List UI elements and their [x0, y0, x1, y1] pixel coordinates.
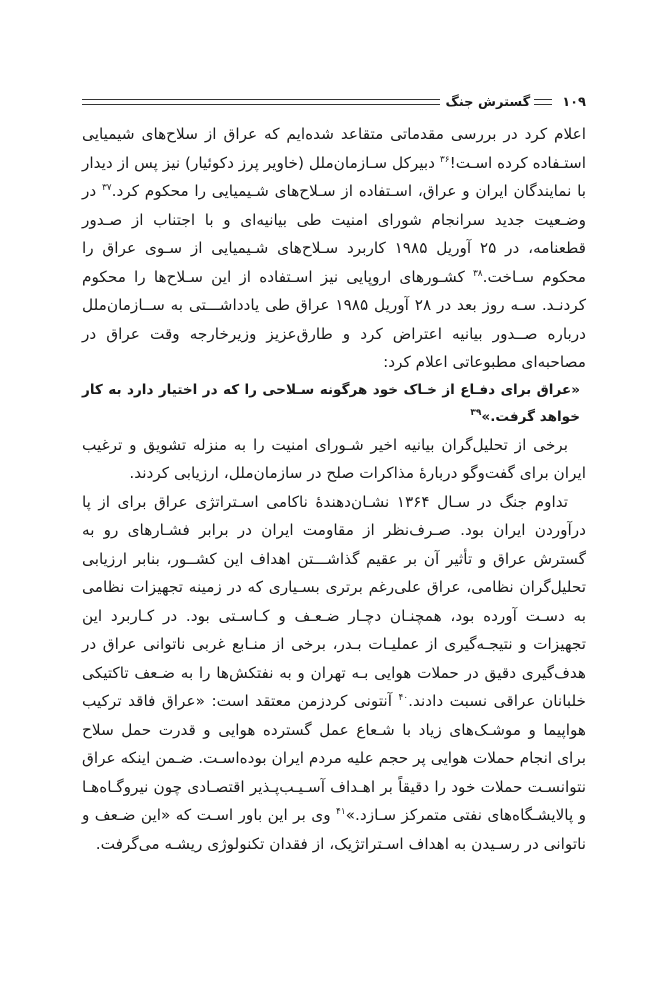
header-rule [82, 99, 440, 105]
footnote-ref-40: ۴۰ [398, 693, 409, 703]
paragraph-1-text-d: کشـورهای اروپایی نیز اسـتفاده از این سـلاح‌ها را محکوم کردنـد. سـه روز بعد در ۲۸ آوریل ۱۹۸۵ عراق طی یادداشـــتی به ســازمان‌ملل درباره صــدور بیانیه اعتراض کرد و طارق‌عزیز وزیرخارجه وقت عراق در مصاحبه‌ای مطبوعاتی اعلام کرد: [82, 267, 586, 371]
header-separator [534, 99, 552, 105]
paragraph-3-text-b: آنتونی کردزمن معتقد است: «عراق فاقد ترکیب هواپیما و موشـک‌های زیاد با شـعاع عمل گسترده هوایی و قدرت حمل سلاح برای انجام حملات هوایی پر حجم علیه مردم ایران بوده‌اسـت. ضـمن اینکه عراق نتوانسـت حملات خود را دقیقاً بر اهـداف آسـیـب‌پـذیر اقتصـادی چون نیروگـاه‌هـا و پالایشـگاه‌های نفتی متمرکز سـازد.» [82, 692, 586, 824]
footnote-ref-36: ۳۶ [439, 154, 450, 165]
paragraph-2 [82, 431, 586, 488]
paragraph-2-text: برخی از تحلیل‌گران بیانیه اخیر شـورای امنیت را به منزله تشویق و ترغیب ایران برای گفت‌وگو دربارهٔ مذاکرات صلح در سازمان‌ملل، ارزیابی کردند. [82, 435, 586, 482]
footnote-ref-37: ۳۷ [101, 183, 112, 193]
paragraph-3-text-c: وی بر این باور اسـت که «این ضـعف و ناتوانی در رسـیدن به اهداف اسـتراتژیک، از فقدان تکنولوژی ریشـه می‌گرفت. [82, 806, 586, 853]
paragraph-1-text-c: در وضـعیت جدید سرانجام شورای امنیت طی بیانیه‌ای و با اجتناب از صـدور قطعنامه، در ۲۵ آوریل ۱۹۸۵ کاربرد سـلاح‌های شـیمیایی از سـوی عراق را محکوم سـاخت. [82, 182, 586, 286]
paragraph-3-text-a: تداوم جنگ در سـال ۱۳۶۴ نشـان‌دهندهٔ ناکامی اسـتراتژی عراق برای از پا درآوردن ایران بود. صـرف‌نظر از مقاومت ایران در برابر فشـارهای رو به گسترش عراق و تأثیر آن بر عقیم گذاشـــتن اهداف این کشــور، بنابر ارزیابی تحلیل‌گران نظامی، عراق علی‌رغم برتری بسـیاری که در زمینه تجهیزات نظامی به دسـت آورده بود، همچنـان دچـار ضـعـف و کـاسـتی بود. در کـاربرد این تجهیزات و نتیجـه‌گیری از عملیـات بـدر، برخی از منـابع غربی ناتوانی عراق در هدف‌گیری دقیق در حملات هوایی بـه تهران و به نفتکش‌ها را به ضـعف تاکتیکی خلبانان عراقی نسبت دادند. [82, 492, 586, 710]
page-body [82, 120, 586, 858]
paragraph-3 [82, 488, 586, 859]
paragraph-1-text-b: دبیرکل سـازمان‌ملل (خاویر پرز دکوئیار) نیز پس از دیدار با نمایندگان ایران و عراق، اسـتفاده از سـلاح‌های شـیمیایی را محکوم کرد. [82, 153, 587, 200]
paragraph-1-text-a: اعلام کرد در بررسی مقدماتی متقاعد شده‌ایم که عراق از سلاح‌های شیمیایی استـفاده کرده اسـت! [82, 125, 586, 172]
quotation [82, 377, 586, 431]
page-number: ۱۰۹ [562, 94, 586, 110]
footnote-ref-41: ۴۱ [335, 807, 346, 817]
quotation-text: «عراق برای دفـاع از خـاک خود هرگونه سـلاحی را که در اختیار دارد به کار خواهد گرفت.» [82, 381, 580, 425]
running-header [82, 91, 586, 113]
footnote-ref-38: ۳۸ [472, 268, 483, 279]
chapter-title: گسترش جنگ [445, 94, 531, 110]
paragraph-1 [82, 120, 586, 377]
footnote-ref-39: ۳۹ [470, 407, 482, 418]
